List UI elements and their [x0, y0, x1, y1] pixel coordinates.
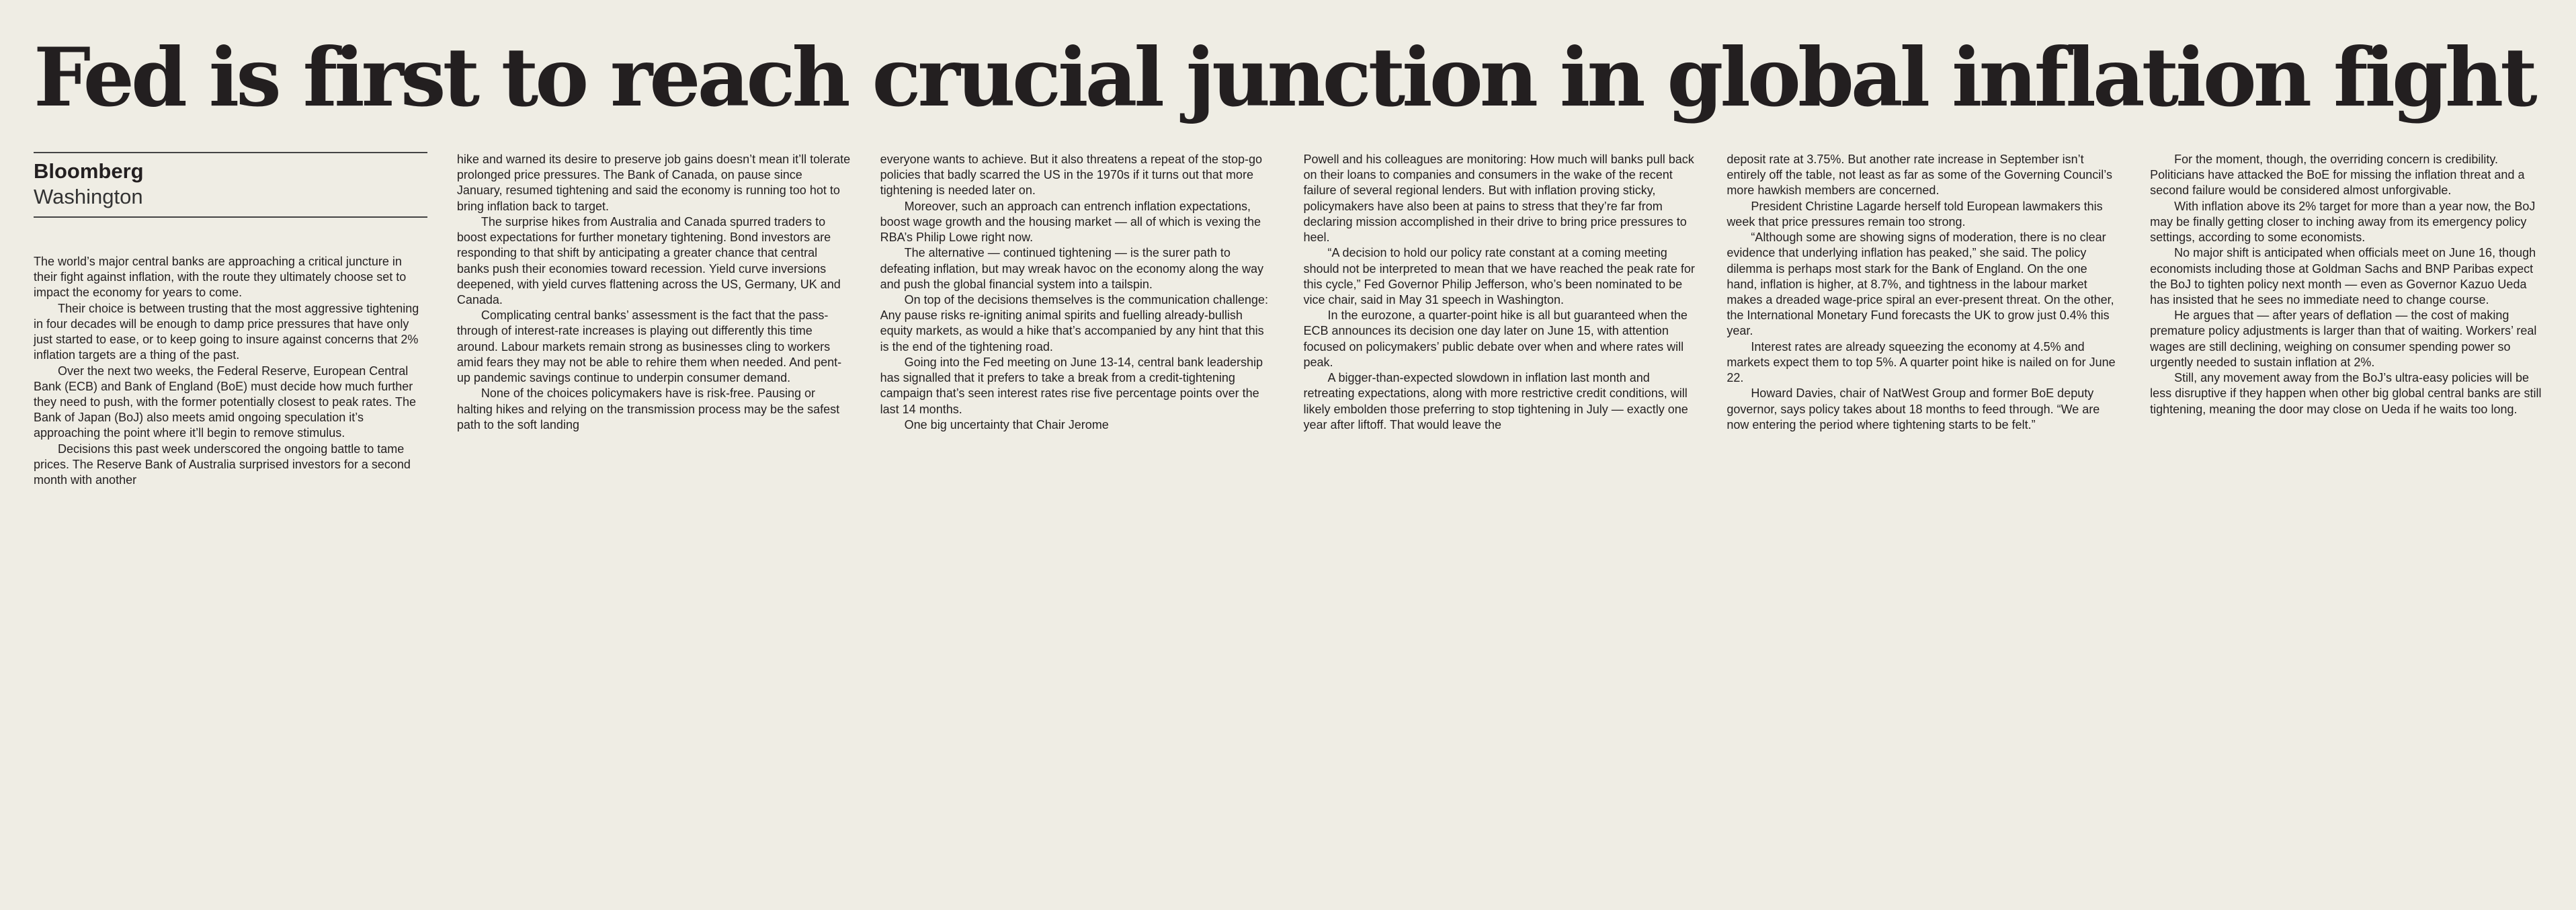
paragraph: On top of the decisions themselves is the communication challenge: Any pause risks re-igniting animal spirits and fuelling already-bullish equity markets, as would a hike that’s accompanied by any hint that this is the end of the tightening road. [880, 292, 1268, 354]
paragraph: Their choice is between trusting that the most aggressive tightening in four decades will be enough to damp price pressures that have only just started to ease, or to keep going to insure against concerns that 2% inflation targets are a thing of the past. [34, 301, 419, 362]
paragraph: The world’s major central banks are approaching a critical juncture in their fight against inflation, with the route they ultimately choose set to impact the economy for years to come. [34, 255, 407, 300]
paragraph: With inflation above its 2% target for more than a year now, the BoJ may be finally getting closer to inching away from its emergency policy settings, according to some economists. [2150, 199, 2536, 245]
paragraph: “A decision to hold our policy rate constant at a coming meeting should not be interpreted to mean that we have reached the peak rate for this cycle,” Fed Governor Philip Jefferson, who’s been nominated to be vice chair, said in May 31 speech in Washington. [1303, 246, 1695, 306]
column-5 [1727, 152, 2120, 910]
paragraph: Going into the Fed meeting on June 13-14, central bank leadership has signalled that it prefers to take a break from a credit-tightening campaign that’s seen interest rates rise five percentage points over the last 14 months. [880, 355, 1263, 416]
article-columns [34, 152, 2544, 910]
headline: Fed is first to reach crucial junction in global inflation fight [34, 30, 2534, 125]
paragraph: deposit rate at 3.75%. But another rate increase in September isn’t entirely off the table, not least as far as some of the Governing Council’s more hawkish members are concerned. [1727, 153, 2112, 198]
paragraph: Interest rates are already squeezing the economy at 4.5% and markets expect them to top 5%. A quarter point hike is nailed on for June 22. [1727, 339, 2116, 385]
column-6 [2150, 152, 2544, 910]
paragraph: Over the next two weeks, the Federal Reserve, European Central Bank (ECB) and Bank of England (BoE) must decide how much further they need to push, with the former potentially closest to peak rates. The Bank of Japan (BoJ) also meets amid ongoing speculation it’s approaching the point where it’ll begin to remove stimulus. [34, 364, 416, 440]
paragraph: President Christine Lagarde herself told European lawmakers this week that price pressures remain too strong. [1727, 199, 2103, 229]
paragraph: The alternative — continued tightening — is the surer path to defeating inflation, but may wreak havoc on the economy along the way and push the global financial system into a tailspin. [880, 246, 1264, 291]
column-2 [457, 152, 851, 910]
paragraph: Howard Davies, chair of NatWest Group and former BoE deputy governor, says policy takes about 18 months to feed through. “We are now entering the period where tightening starts to be felt.” [1727, 386, 2100, 431]
paragraph: He argues that — after years of deflation — the cost of making premature policy adjustments is larger than that of waiting. Workers’ real wages are still declining, weighing on consumer spending power so urgently needed to sustain inflation at 2%. [2150, 308, 2537, 369]
paragraph: everyone wants to achieve. But it also threatens a repeat of the stop-go policies that badly scarred the US in the 1970s if it turns out that more tightening is needed later on. [880, 153, 1263, 198]
paragraph: For the moment, though, the overriding concern is credibility. Politicians have attacked the BoE for missing the inflation threat and a second failure would be considered almost unforgivable. [2150, 153, 2525, 198]
paragraph: Still, any movement away from the BoJ’s ultra-easy policies will be less disruptive if they happen when other big global central banks are still tightening, meaning the door may close on Ueda if he waits too long. [2150, 371, 2542, 416]
byline [34, 152, 427, 218]
paragraph: Complicating central banks’ assessment is the fact that the pass-through of interest-rate increases is playing out differently this time around. Labour markets remain strong as businesses cling to workers amid fears they may not be able to rehire them when needed. And pent-up pandemic savings continue to underpin consumer demand. [456, 308, 842, 385]
byline-agency: Bloomberg [34, 159, 144, 183]
paragraph: Decisions this past week underscored the ongoing battle to tame prices. The Reserve Bank of Australia surprised investors for a second month with another [34, 442, 411, 487]
paragraph: One big uncertainty that Chair Jerome [904, 417, 1109, 431]
byline-location: Washington [34, 185, 143, 208]
paragraph: None of the choices policymakers have is risk-free. Pausing or halting hikes and relying on the transmission process may be the safest path to the soft landing [456, 386, 840, 431]
paragraph: In the eurozone, a quarter-point hike is all but guaranteed when the ECB announces its decision one day later on June 15, with attention focused on policymakers’ public debate over when and where rates will peak. [1303, 308, 1688, 369]
paragraph: A bigger-than-expected slowdown in inflation last month and retreating expectations, along with more restrictive credit conditions, will likely embolden those preferring to stop tightening in July — exactly one year after liftoff. That would leave the [1303, 371, 1688, 431]
column-4 [1303, 152, 1697, 910]
column-1 [34, 152, 427, 910]
paragraph: hike and warned its desire to preserve job gains doesn’t mean it’ll tolerate prolonged price pressures. The Bank of Canada, on pause since January, resumed tightening and said the economy is running too hot to bring inflation back to target. [456, 153, 851, 213]
paragraph: No major shift is anticipated when officials meet on June 16, though economists including those at Goldman Sachs and BNP Paribas expect the BoJ to tighten policy next month — even as Governor Kazuo Ueda has insisted that he sees no immediate need to change course. [2150, 246, 2536, 306]
paragraph: “Although some are showing signs of moderation, there is no clear evidence that underlying inflation has peaked,” she said. The policy dilemma is perhaps most stark for the Bank of England. On the one hand, inflation is higher, at 8.7%, and tightness in the labour market makes a dreaded wage-price spiral an ever-present threat. On the other, the International Monetary Fund forecasts the UK to grow just 0.4% this year. [1727, 231, 2114, 338]
paragraph: The surprise hikes from Australia and Canada spurred traders to boost expectations for further monetary tightening. Bond investors are responding to that shift by anticipating a greater chance that central banks push their economies toward recession. Yield curve inversions deepened, with yield curves flattening across the US, Germany, UK and Canada. [456, 214, 841, 306]
paragraph: Powell and his colleagues are monitoring: How much will banks pull back on their loans to companies and consumers in the wake of the recent failure of several regional lenders. But with inflation proving sticky, policymakers have also been at pains to stress that they’re far from declaring mission accomplished in their drive to bring price pressures to heel. [1303, 153, 1694, 245]
paragraph: Moreover, such an approach can entrench inflation expectations, boost wage growth and the housing market — all of which is vexing the RBA’s Philip Lowe right now. [880, 199, 1261, 245]
column-3 [880, 152, 1274, 910]
